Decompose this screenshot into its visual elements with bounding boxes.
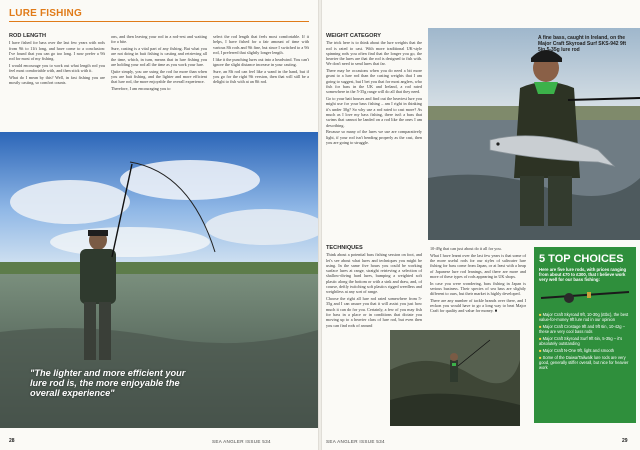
list-item: ■ Major Craft Skyroad Surf 9ft 6in, 5-35g – it's absolutely outstanding bbox=[539, 336, 631, 346]
heading-weight-category: WEIGHT CATEGORY bbox=[326, 33, 382, 39]
paragraph: I have fished for bass over the last few years with rods from 9ft to 11ft long, and have come to a conclusion: I've found that you can go too long. I now prefer a 9ft rod for most of my fishing. bbox=[9, 40, 105, 62]
footer-right: SEA ANGLER ISSUE 534 bbox=[326, 439, 385, 444]
bass-catch-image bbox=[428, 28, 640, 240]
bass-catch-photo bbox=[428, 28, 640, 240]
paragraph: What I have learnt over the last few years is that some of the more useful rods for our styles of saltwater lure fishing for bass come from Japan, or at least with a heap of Japanese lure rod leanings, and there are more and more of these types of rods appearing in UK shops. bbox=[430, 252, 526, 279]
paragraph: In case you were wondering, bass fishing in Japan is serious business. Their species of sea bass are slightly different to ours, but their market is highly developed. bbox=[430, 280, 526, 297]
paragraph: I would encourage you to work out what length rod you feel most comfortable with, and then stick with it. bbox=[9, 62, 105, 74]
paragraph: Sure, casting is a vital part of any fishing. But what you are not doing in bait fishing is casting and retrieving all the time, which, in turn, means that in lure fishing you are holding your rod all the time as you work your lure. bbox=[111, 45, 207, 67]
paragraph: Sure, an 8ft rod can feel like a wand in the hand, but if you go for the right 9ft version, then that will still be a delight to fish with at an 8ft rod. bbox=[213, 68, 309, 85]
list-item: ■ Major Craft Skyroad 9ft, 10-30g (£tbc), the best value-for-money 9ft lure rod in our opinion bbox=[539, 312, 631, 322]
rock-fishing-photo bbox=[390, 330, 520, 426]
rod-reel-icon bbox=[539, 286, 631, 304]
top-choices-list bbox=[539, 312, 631, 370]
paragraph: Think about a potential bass fishing session on foot, and let's see about what lures and techniques you might be using. In the same five hours you could be working surface lures at range, straight retrieving a selection of shallow-diving hard lures, bumping a weighted soft plastic along the bottom or with a sink and draw, and, of course, deftly twitching soft plastics rigged weedless and weightless at any sort of range. bbox=[326, 252, 422, 295]
right-page bbox=[322, 0, 640, 450]
paragraph: There may be occasions when you do need a bit more grunt to a lure rod than the casting weights that I am going to suggest, but I bet you that for most anglers, who fish for bass in the UK and Ireland, a rod rated somewhere in the 5-35g range will do all that they need. bbox=[326, 68, 422, 95]
list-item: ■ Major Craft N-One 9ft, light and smooth bbox=[539, 348, 631, 353]
left-column-2 bbox=[111, 34, 207, 93]
heading-rod-length: ROD LENGTH bbox=[9, 33, 46, 39]
left-page bbox=[0, 0, 318, 450]
heading-techniques: TECHNIQUES bbox=[326, 245, 363, 251]
right-column-1b bbox=[326, 246, 422, 329]
paragraph: Choose the right all lure rod rated somewhere from 5-35g and I can assure you that it will assist you just how much it can do for you. Certainly, a few of you may fish for bass in a place or in conditions that dictate you moving up to a heavier class of lure rod, but even then you can find rods of around bbox=[326, 296, 422, 328]
paragraph: Because so many of the lures we use are comparatively light, if your rod isn't bending properly as the cast, then you are going to struggle. bbox=[326, 129, 422, 145]
paragraph: What do I mean by this? Well, in fast fishing you are mostly casting, so comfort counts. bbox=[9, 74, 105, 86]
left-column-1 bbox=[9, 34, 105, 87]
paragraph: Quite simply, you are using the rod far more than when you are bait fishing, and the lighter and more efficient that lure rod, the more enjoyable the overall experience. bbox=[111, 68, 207, 85]
top-choices-intro: Here are five lure rods, with prices ranging from about £70 to £300, that I believe work very well for our bass fishing: bbox=[539, 267, 627, 283]
photo-caption: A fine bass, caught in Ireland, on the Major Craft Skyroad Surf SKS-942 9ft 5in 5-35g lure rod bbox=[538, 35, 627, 53]
paragraph: The trick here is to think about the lure weights that the rod is rated to cast. With more traditional UK-style spinning rods you often find that the longer you go, the heavier the lures are that the rod is designed to fish with. We don't need to send lures that far. bbox=[326, 40, 422, 67]
page-number-right: 29 bbox=[622, 438, 628, 444]
section-header: LURE FISHING bbox=[9, 8, 82, 19]
top-choices-title: 5 TOP CHOICES bbox=[539, 253, 624, 265]
right-column-1 bbox=[326, 34, 422, 147]
footer-left: SEA ANGLER ISSUE 534 bbox=[212, 439, 271, 444]
page-number-left: 28 bbox=[9, 438, 15, 444]
header-rule bbox=[9, 21, 309, 22]
paragraph: There are any number of tackle brands over there, and I reckon you would have to go a long way to beat Major Craft for quality and value for money. ■ bbox=[430, 297, 526, 314]
paragraph: Go to your bait houses and find out the heaviest lure you might use for your bass fishing – am I right in thinking it's under 30g? So why use a rod rated to cast more? As much as I love my bass fishing, there isn't a bass that swims that cannot be landed on a rod like the ones I am describing. bbox=[326, 96, 422, 128]
list-item: ■ Major Craft Crostage 9ft and 9ft 6in, 10-42g – these are very cool bass rods bbox=[539, 324, 631, 334]
angler-photo bbox=[0, 132, 318, 428]
pull-quote: "The lighter and more efficient your lure rod is, the more enjoyable the overall experience" bbox=[30, 368, 186, 399]
paragraph: I like it the punching lures out into a headwind. You can't ignore the slight distance increase in your casting. bbox=[213, 56, 309, 67]
right-column-2 bbox=[430, 246, 526, 315]
paragraph: Therefore, I am encouraging you to bbox=[111, 85, 171, 91]
paragraph: ons, and then leaving your rod in a rod-rest and waiting for a bite. bbox=[111, 34, 207, 45]
top-choices-box bbox=[534, 247, 636, 423]
paragraph: 10-49g that can just about do it all for you. bbox=[430, 246, 502, 251]
list-item: ■ Some of the Daiwa/Tailwalk lure rods are very good, generally stiffer overall, but nice for heavier work bbox=[539, 355, 631, 370]
rock-fishing-image bbox=[390, 330, 520, 426]
paragraph: select the rod length that feels most comfortable. If it helps, I have fished for a fair amount of time with various 8ft rods and 9ft fine, but since I switched to a 9ft rod, I preferred that slightly longer length. bbox=[213, 34, 309, 55]
left-column-3 bbox=[213, 34, 309, 86]
